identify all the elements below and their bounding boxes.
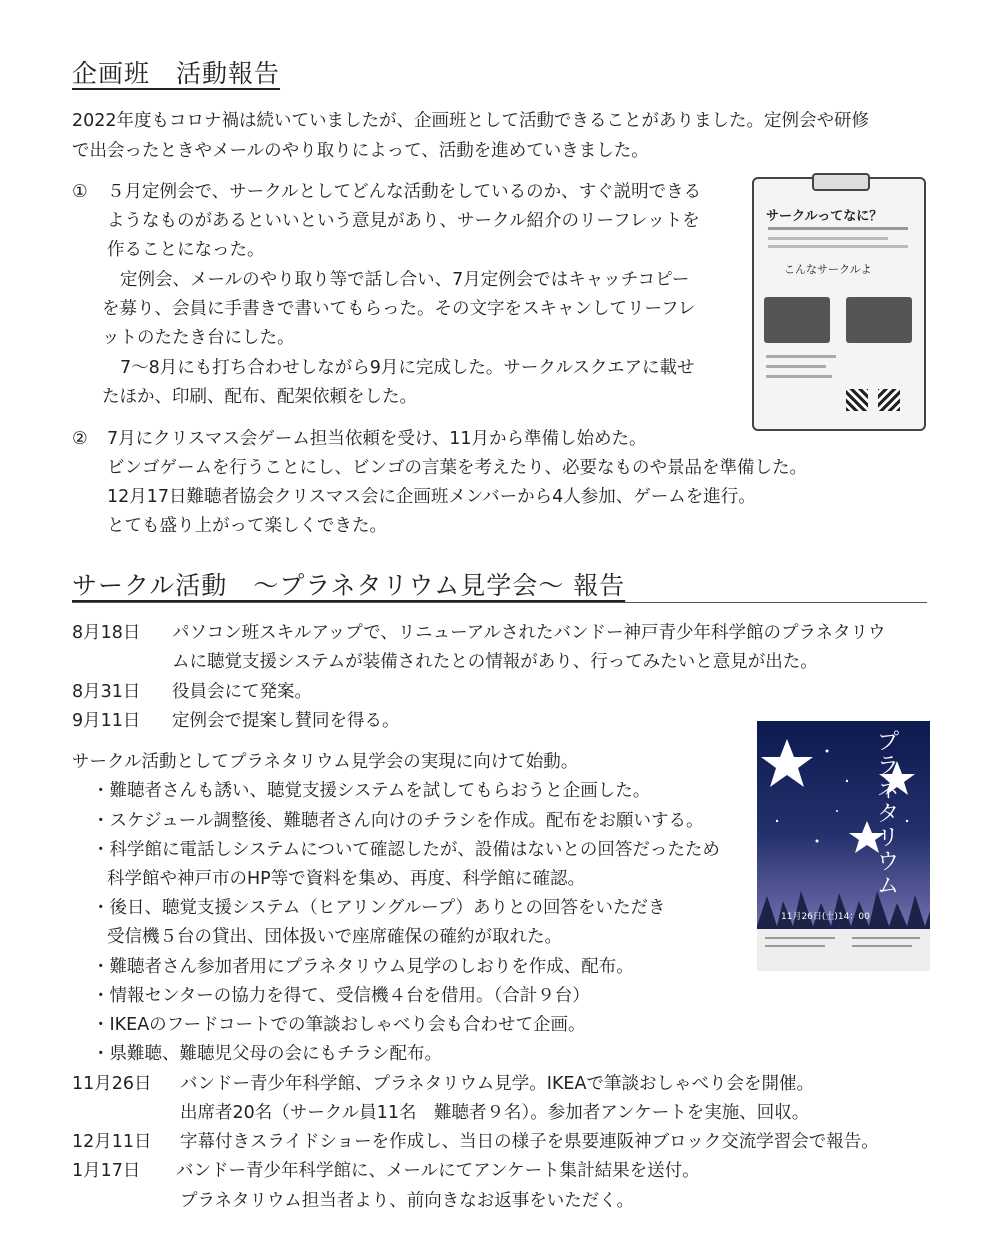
item1-marker: ① [72,182,88,202]
timeline-date: 12月11日 [72,1132,152,1152]
item1-line: 7～8月にも打ち合わせしながら9月に完成した。サークルスクエアに載せ [120,358,695,378]
clipboard-clip-icon [812,173,870,191]
timeline-date: 1月17日 [72,1161,141,1181]
timeline-date: 8月31日 [72,682,141,702]
laptop-icon [764,297,830,343]
planetarium-poster [757,721,930,971]
bullet-item: ・難聴者さん参加者用にプラネタリウム見学のしおりを作成、配布。 [92,957,634,977]
bullet-item: ・IKEAのフードコートでの筆談おしゃべり会も合わせて企画。 [92,1015,586,1035]
item2-line: ビンゴゲームを行うことにし、ビンゴの言葉を考えたり、必要なものや景品を準備した。 [107,458,807,478]
timeline-text: 出席者20名（サークル員11名 難聴者９名）。参加者アンケートを実施、回収。 [180,1103,810,1123]
timeline-text: 役員会にて発案。 [172,682,312,702]
intro-line-2: で出会ったときやメールのやり取りによって、活動を進めていきました。 [72,141,649,161]
item1-line: ようなものがあるといいという意見があり、サークル紹介のリーフレットを [107,211,700,231]
bullet-item: ・情報センターの協力を得て、受信機４台を借用。（合計９台） [92,986,590,1006]
section-divider [72,602,927,603]
timeline-date: 8月18日 [72,623,141,643]
poster-title: プラネタリウム [877,730,900,899]
bullet-item-cont: 科学館や神戸市のHP等で資料を集め、再度、科学館に確認。 [107,869,586,889]
timeline-date: 11月26日 [72,1074,152,1094]
item2-marker: ② [72,429,88,449]
item2-line: 12月17日難聴者協会クリスマス会に企画班メンバーから4人参加、ゲームを進行。 [107,487,756,507]
qr-code-icon [878,389,900,411]
item1-line: ットのたたき台にした。 [102,328,295,348]
bullet-item: ・県難聴、難聴児父母の会にもチラシ配布。 [92,1044,442,1064]
timeline-text: 字幕付きスライドショーを作成し、当日の様子を県要連阪神ブロック交流学習会で報告。 [180,1132,879,1152]
bullet-item-cont: 受信機５台の貸出、団体扱いで座席確保の確約が取れた。 [107,927,562,947]
poster-date: 11月26日(土)14：00 [781,912,870,922]
item1-line: 定例会、メールのやり取り等で話し合い、7月定例会ではキャッチコピー [120,270,690,290]
bullet-item: ・難聴者さんも誘い、聴覚支援システムを試してもらおうと企画した。 [92,781,651,801]
timeline-text: パソコン班スキルアップで、リニューアルされたバンドー神戸青少年科学館のプラネタリウ [172,623,886,643]
laptop-icon [846,297,912,343]
bullet-item: ・後日、聴覚支援システム（ヒアリングループ）ありとの回答をいただき [92,898,666,918]
item2-line: とても盛り上がって楽しくできた。 [107,516,387,536]
bullet-item: ・科学館に電話しシステムについて確認したが、設備はないとの回答だったため [92,840,720,860]
timeline-text: ムに聴覚支援システムが装備されたとの情報があり、行ってみたいと意見が出た。 [172,652,818,672]
timeline-text: バンドー青少年科学館、プラネタリウム見学。IKEAで筆談おしゃべり会を開催。 [180,1074,814,1094]
item1-line: を募り、会員に手書きで書いてもらった。その文字をスキャンしてリーフレ [102,299,696,319]
poster-stars-icon [757,721,930,971]
timeline-date: 9月11日 [72,711,141,731]
leaflet-sub: こんなサークルよ [784,263,872,276]
lead-text: サークル活動としてプラネタリウム見学会の実現に向けて始動。 [72,752,579,772]
leaflet-image [752,177,926,431]
bullet-item: ・スケジュール調整後、難聴者さん向けのチラシを作成。配布をお願いする。 [92,811,704,831]
section1-title: 企画班 活動報告 [72,59,281,88]
timeline-text: バンドー青少年科学館に、メールにてアンケート集計結果を送付。 [176,1161,700,1181]
intro-line-1: 2022年度もコロナ禍は続いていましたが、企画班として活動できることがありました。定例会や研修 [72,111,870,131]
item1-line: 作ることになった。 [107,240,265,260]
section2-title: サークル活動 ～プラネタリウム見学会～ 報告 [72,571,626,600]
item1-line: たほか、印刷、配布、配架依頼をした。 [102,387,417,407]
timeline-text: プラネタリウム担当者より、前向きなお返事をいただく。 [180,1191,634,1211]
item1-line: ５月定例会で、サークルとしてどんな活動をしているのか、すぐ説明できる [107,182,702,202]
timeline-text: 定例会で提案し賛同を得る。 [172,711,400,731]
qr-code-icon [846,389,868,411]
leaflet-headline: サークルってなに？ [766,209,883,224]
item2-line: 7月にクリスマス会ゲーム担当依頼を受け、11月から準備し始めた。 [107,429,647,449]
